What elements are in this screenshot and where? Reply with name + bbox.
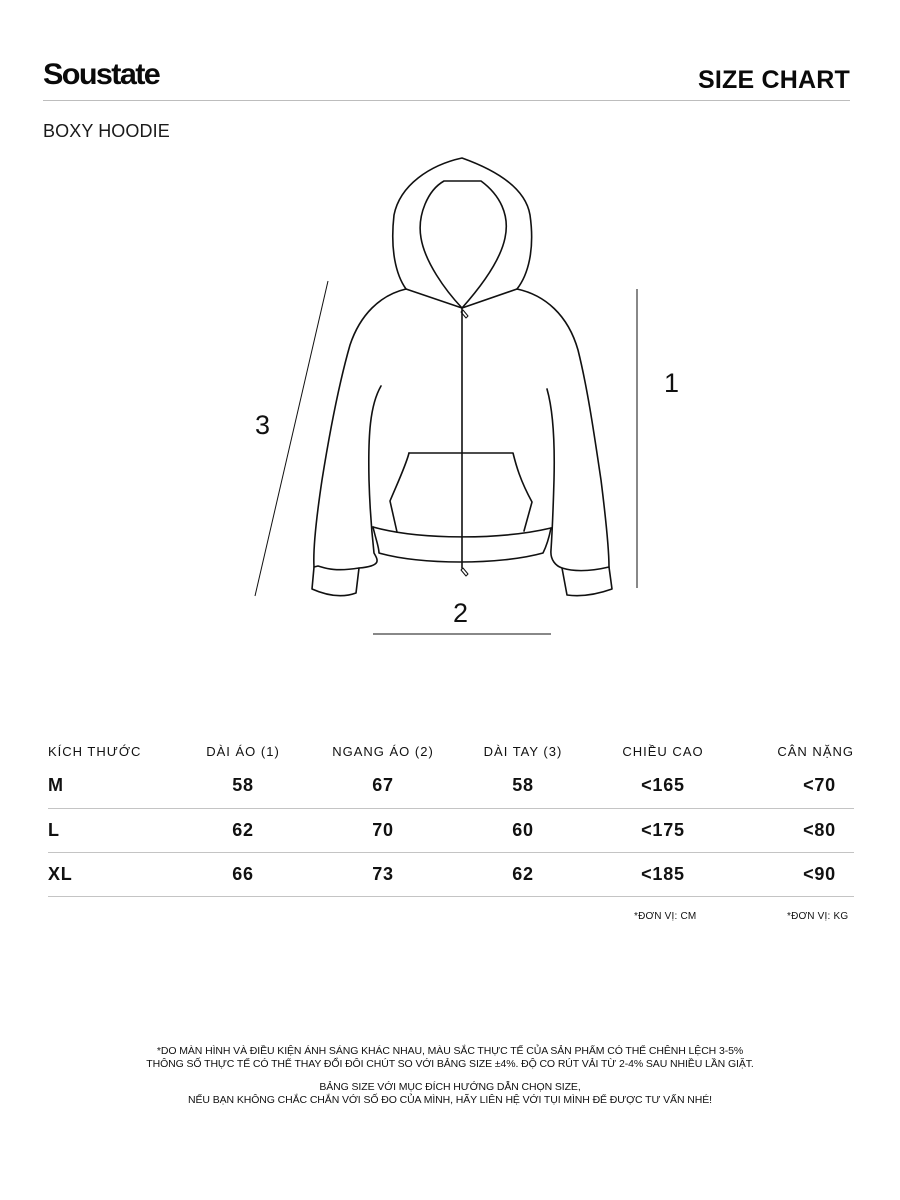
- column-header-length: DÀI ÁO (1): [206, 743, 280, 759]
- cell-height: <175: [588, 808, 738, 852]
- footnote-contact: NẾU BẠN KHÔNG CHẮC CHẮN VỚI SỐ ĐO CỦA MÌNH, HÃY LIÊN HỆ VỚI TỤI MÌNH ĐỂ ĐƯỢC TƯ VẤN NHÉ!: [188, 1094, 712, 1106]
- footnote-color-disclaimer: *DO MÀN HÌNH VÀ ĐIỀU KIỆN ÁNH SÁNG KHÁC NHAU, MÀU SẮC THỰC TẾ CỦA SẢN PHẨM CÓ THỂ CHÊNH LỆCH 3-5%: [156, 1045, 744, 1057]
- footnote-guide: BẢNG SIZE VỚI MỤC ĐÍCH HƯỚNG DẪN CHỌN SIZE,: [319, 1081, 581, 1093]
- cell-size: L: [48, 808, 178, 852]
- width-label: 2: [453, 598, 469, 628]
- footnote-tolerance: THÔNG SỐ THỰC TẾ CÓ THỂ THAY ĐỔI ĐÔI CHÚT SO VỚI BẢNG SIZE ±4%. ĐỘ CO RÚT VẢI TỪ 2-4% SAU NHIỀU LẦN GIẶT.: [146, 1058, 754, 1070]
- column-header-weight: CÂN NẶNG: [777, 743, 854, 759]
- length-label: 1: [664, 368, 680, 398]
- cell-sleeve: 58: [458, 764, 588, 808]
- size-table: [48, 738, 854, 897]
- cell-height: <165: [588, 764, 738, 808]
- cell-length: 58: [178, 764, 308, 808]
- cell-sleeve: 62: [458, 852, 588, 896]
- height-unit-note: *ĐƠN VỊ: CM: [634, 911, 697, 922]
- table-row: [48, 852, 854, 896]
- cell-sleeve: 60: [458, 808, 588, 852]
- table-header-row: [48, 738, 854, 764]
- column-header-size: KÍCH THƯỚC: [48, 743, 142, 759]
- column-header-sleeve: DÀI TAY (3): [483, 743, 563, 759]
- cell-width: 73: [308, 852, 458, 896]
- weight-unit-note: *ĐƠN VỊ: KG: [787, 911, 849, 922]
- cell-width: 70: [308, 808, 458, 852]
- sleeve-label: 3: [255, 410, 271, 440]
- cell-size: M: [48, 764, 178, 808]
- cell-height: <185: [588, 852, 738, 896]
- brand-logo: Soustate: [43, 58, 160, 91]
- cell-length: 62: [178, 808, 308, 852]
- cell-size: XL: [48, 852, 178, 896]
- product-name: BOXY HOODIE: [43, 121, 170, 141]
- column-header-height: CHIỀU CAO: [622, 743, 704, 759]
- cell-length: 66: [178, 852, 308, 896]
- page-title: SIZE CHART: [698, 66, 850, 94]
- cell-weight: <70: [738, 764, 854, 808]
- cell-weight: <80: [738, 808, 854, 852]
- cell-width: 67: [308, 764, 458, 808]
- table-row: [48, 808, 854, 852]
- cell-weight: <90: [738, 852, 854, 896]
- column-header-width: NGANG ÁO (2): [332, 743, 434, 759]
- table-row: [48, 764, 854, 808]
